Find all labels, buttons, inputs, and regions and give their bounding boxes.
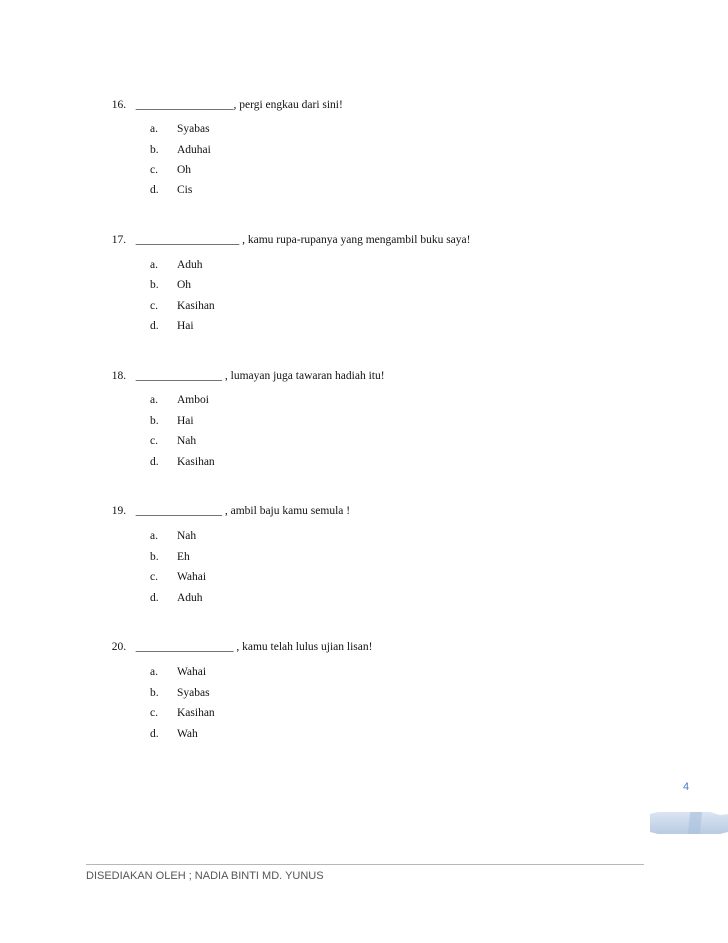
option-text: Oh [177,279,192,291]
footer-author: DISEDIAKAN OLEH ; NADIA BINTI MD. YUNUS [86,870,324,882]
option-letter: b. [150,415,159,427]
option-text: Hai [177,320,194,332]
option-text: Aduhai [177,144,211,156]
option-letter: c. [150,164,158,176]
option-text: Aduh [177,259,203,271]
option-letter: c. [150,707,158,719]
option-letter: a. [150,530,158,542]
question-stem: _________________ , kamu telah lulus ujian lisan! [135,641,373,653]
option-letter: b. [150,279,159,291]
option-letter: d. [150,320,159,332]
question-17 [106,222,470,246]
question-number: 20. [111,641,127,653]
question-number: 16. [111,99,127,111]
question-20 [106,629,372,653]
option-text: Kasihan [177,300,215,312]
option-text: Aduh [177,592,203,604]
option-letter: a. [150,666,158,678]
option-letter: d. [150,456,159,468]
page-number: 4 [683,781,690,793]
question-stem: __________________ , kamu rupa-rupanya yang mengambil buku saya! [135,234,471,246]
option-text: Hai [177,415,194,427]
footer-divider [86,864,644,865]
option-letter: a. [150,123,158,135]
question-number: 18. [111,370,127,382]
option-text: Eh [177,551,190,563]
question-number: 17. [111,234,127,246]
option-text: Cis [177,184,193,196]
option-text: Nah [177,435,197,447]
option-letter: a. [150,394,158,406]
option-letter: a. [150,259,158,271]
option-text: Kasihan [177,456,215,468]
option-letter: c. [150,571,158,583]
option-letter: d. [150,184,159,196]
option-text: Wahai [177,571,207,583]
option-text: Syabas [177,123,210,135]
option-letter: c. [150,300,158,312]
question-19 [106,493,350,517]
question-number: 19. [111,505,127,517]
option-letter: b. [150,551,159,563]
option-text: Amboi [177,394,209,406]
option-letter: d. [150,728,159,740]
question-16 [106,87,343,111]
option-letter: b. [150,144,159,156]
option-letter: c. [150,435,158,447]
option-text: Nah [177,530,197,542]
option-letter: d. [150,592,159,604]
question-stem: _______________ , lumayan juga tawaran hadiah itu! [135,370,385,382]
option-text: Wahai [177,666,207,678]
option-text: Wah [177,728,198,740]
option-letter: b. [150,687,159,699]
option-text: Syabas [177,687,210,699]
question-stem: _________________, pergi engkau dari sini! [135,99,343,111]
page-tab-decoration [650,812,728,834]
option-text: Oh [177,164,192,176]
question-18 [106,358,385,382]
question-stem: _______________ , ambil baju kamu semula ! [135,505,351,517]
option-text: Kasihan [177,707,215,719]
